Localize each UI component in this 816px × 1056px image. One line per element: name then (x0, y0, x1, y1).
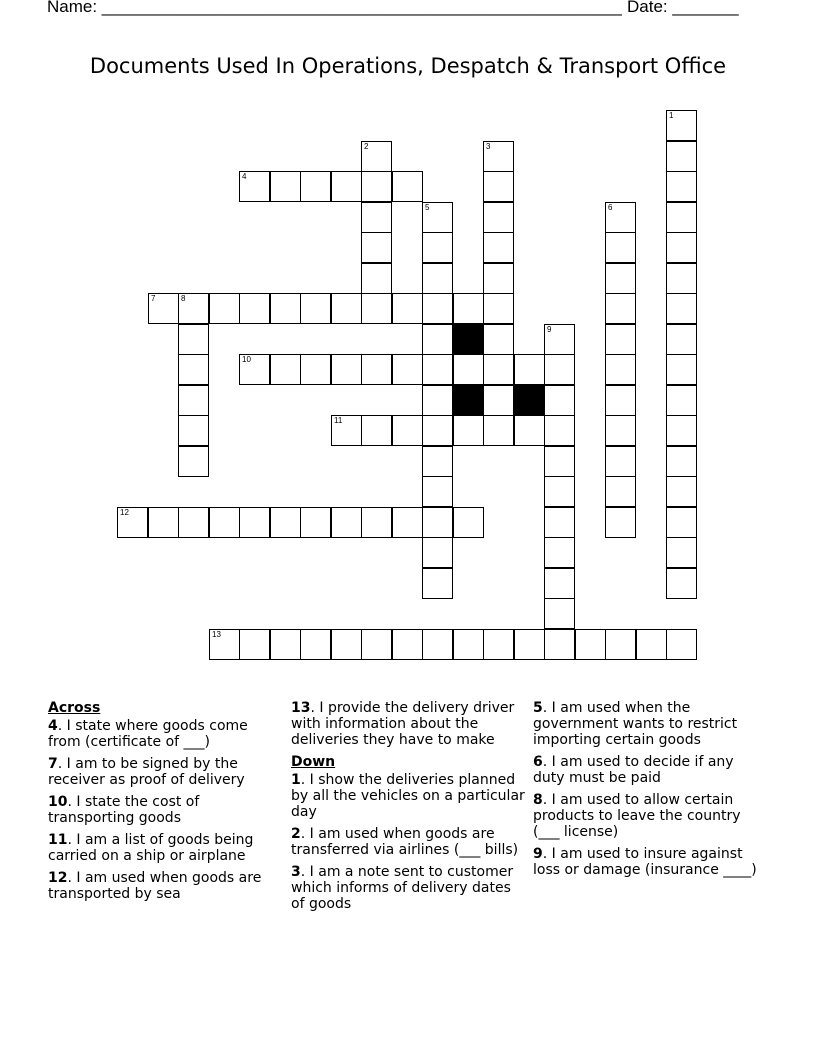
clue-number: 3 (486, 142, 491, 151)
grid-cell[interactable] (483, 324, 514, 355)
clue-num: 12 (48, 870, 68, 886)
clue-num: 4 (48, 718, 58, 734)
down-clue-list (291, 772, 527, 912)
clue-number: 10 (242, 355, 251, 364)
grid-cell[interactable] (605, 293, 636, 324)
grid-cell[interactable] (392, 629, 423, 660)
grid-cell[interactable] (605, 415, 636, 446)
clue-num: 8 (533, 792, 543, 808)
grid-cell[interactable] (544, 354, 575, 385)
clue: 6. I am used to decide if any duty must be paid (533, 754, 734, 786)
grid-cell[interactable] (605, 446, 636, 477)
clue-number: 6 (608, 203, 613, 212)
clue-text: I am used to decide if any duty must be paid (533, 754, 734, 786)
grid-cell[interactable] (300, 507, 331, 538)
grid-cell[interactable] (483, 354, 514, 385)
clue-num: 11 (48, 832, 68, 848)
grid-cell[interactable] (666, 385, 697, 416)
grid-cell[interactable] (544, 476, 575, 507)
clue-text: I am used to allow certain products to leave the country (___ license) (533, 792, 741, 840)
grid-cell[interactable] (544, 385, 575, 416)
clue-text: I state the cost of transporting goods (48, 794, 200, 826)
down-heading: Down (291, 754, 336, 770)
grid-cell[interactable] (544, 629, 575, 660)
grid-cell[interactable] (361, 232, 392, 263)
grid-cell[interactable] (666, 324, 697, 355)
clue: 13. I provide the delivery driver with information about the deliveries they have to make (291, 700, 515, 748)
clue-number: 1 (669, 111, 674, 120)
grid-cell[interactable] (148, 293, 179, 324)
grid-cell[interactable] (514, 354, 545, 385)
clue-num: 6 (533, 754, 543, 770)
grid-cell[interactable] (361, 293, 392, 324)
clue: 1. I show the deliveries planned by all the vehicles on a particular day (291, 772, 525, 820)
grid-cell[interactable] (422, 202, 453, 233)
grid-cell[interactable] (453, 293, 484, 324)
grid-block (453, 324, 484, 355)
grid-cell[interactable] (270, 293, 301, 324)
grid-cell[interactable] (361, 354, 392, 385)
grid-cell[interactable] (483, 629, 514, 660)
grid-cell[interactable] (544, 598, 575, 629)
grid-cell[interactable] (300, 629, 331, 660)
grid-cell[interactable] (239, 629, 270, 660)
grid-cell[interactable] (361, 629, 392, 660)
grid-cell[interactable] (666, 354, 697, 385)
grid-cell[interactable] (270, 507, 301, 538)
grid-cell[interactable] (239, 293, 270, 324)
clue: 3. I am a note sent to customer which informs of delivery dates of goods (291, 864, 514, 912)
clue-num: 3 (291, 864, 301, 880)
grid-cell[interactable] (422, 537, 453, 568)
grid-cell[interactable] (666, 141, 697, 172)
grid-cell[interactable] (605, 324, 636, 355)
grid-cell[interactable] (666, 263, 697, 294)
clue-text: I am used to insure against loss or damage (insurance ____) (533, 846, 757, 878)
clue-number: 12 (120, 508, 129, 517)
grid-cell[interactable] (483, 171, 514, 202)
clue: 12. I am used when goods are transported by sea (48, 870, 262, 902)
clue: 4. I state where goods come from (certificate of ___) (48, 718, 248, 750)
grid-cell[interactable] (361, 202, 392, 233)
grid-cell[interactable] (636, 629, 667, 660)
grid-cell[interactable] (361, 507, 392, 538)
grid-cell[interactable] (209, 293, 240, 324)
grid-cell[interactable] (666, 537, 697, 568)
grid-cell[interactable] (300, 171, 331, 202)
grid-cell[interactable] (666, 446, 697, 477)
grid-cell[interactable] (483, 263, 514, 294)
grid-cell[interactable] (605, 385, 636, 416)
grid-cell[interactable] (361, 171, 392, 202)
grid-cell[interactable] (666, 568, 697, 599)
clues-column-2 (291, 700, 527, 918)
grid-cell[interactable] (117, 507, 148, 538)
grid-cell[interactable] (239, 354, 270, 385)
date-field[interactable]: Date: _______ (627, 0, 739, 16)
grid-cell[interactable] (666, 629, 697, 660)
grid-cell[interactable] (666, 476, 697, 507)
grid-cell[interactable] (544, 568, 575, 599)
grid-cell[interactable] (270, 171, 301, 202)
grid-cell[interactable] (209, 629, 240, 660)
clue-number: 7 (151, 294, 156, 303)
grid-cell[interactable] (422, 507, 453, 538)
grid-cell[interactable] (422, 629, 453, 660)
clue-num: 7 (48, 756, 58, 772)
clue-text: I provide the delivery driver with information about the deliveries they have to make (291, 700, 515, 748)
grid-cell[interactable] (422, 415, 453, 446)
grid-cell[interactable] (666, 110, 697, 141)
grid-cell[interactable] (239, 171, 270, 202)
clue: 11. I am a list of goods being carried on a ship or airplane (48, 832, 254, 864)
grid-cell[interactable] (361, 415, 392, 446)
grid-cell[interactable] (331, 507, 362, 538)
grid-cell[interactable] (178, 446, 209, 477)
grid-cell[interactable] (483, 293, 514, 324)
clues-column-3 (533, 700, 761, 884)
grid-block (453, 385, 484, 416)
grid-cell[interactable] (605, 232, 636, 263)
grid-cell[interactable] (392, 415, 423, 446)
grid-cell[interactable] (422, 263, 453, 294)
clue-number: 5 (425, 203, 430, 212)
clue-number: 9 (547, 325, 552, 334)
grid-cell[interactable] (331, 293, 362, 324)
grid-cell[interactable] (178, 415, 209, 446)
grid-cell[interactable] (544, 507, 575, 538)
clue-number: 8 (181, 294, 186, 303)
clue-num: 2 (291, 826, 301, 842)
grid-cell[interactable] (666, 293, 697, 324)
grid-cell[interactable] (361, 263, 392, 294)
grid-cell[interactable] (178, 354, 209, 385)
grid-cell[interactable] (270, 629, 301, 660)
grid-cell[interactable] (422, 354, 453, 385)
clue-text: I state where goods come from (certificate of ___) (48, 718, 248, 750)
grid-cell[interactable] (392, 354, 423, 385)
grid-cell[interactable] (666, 415, 697, 446)
grid-cell[interactable] (422, 324, 453, 355)
page-title: Documents Used In Operations, Despatch & Transport Office (89, 54, 727, 78)
grid-cell[interactable] (453, 629, 484, 660)
name-field[interactable]: Name: _______________________________________________________ (47, 0, 622, 16)
across-clue-list-cont (291, 700, 527, 748)
grid-cell[interactable] (300, 354, 331, 385)
clue: 2. I am used when goods are transferred via airlines (___ bills) (291, 826, 519, 858)
grid-cell[interactable] (178, 324, 209, 355)
grid-cell[interactable] (544, 415, 575, 446)
grid-cell[interactable] (483, 141, 514, 172)
clue-number: 4 (242, 172, 247, 181)
clue: 7. I am to be signed by the receiver as proof of delivery (48, 756, 245, 788)
clue-num: 13 (291, 700, 311, 716)
clue: 10. I state the cost of transporting goods (48, 794, 200, 826)
grid-cell[interactable] (422, 385, 453, 416)
grid-cell[interactable] (422, 476, 453, 507)
clue: 9. I am used to insure against loss or damage (insurance ____) (533, 846, 757, 878)
grid-cell[interactable] (392, 507, 423, 538)
grid-cell[interactable] (544, 537, 575, 568)
grid-cell[interactable] (331, 629, 362, 660)
grid-cell[interactable] (575, 629, 606, 660)
grid-cell[interactable] (666, 232, 697, 263)
clue: 5. I am used when the government wants to restrict importing certain goods (533, 700, 738, 748)
grid-cell[interactable] (483, 232, 514, 263)
grid-cell[interactable] (239, 507, 270, 538)
grid-cell[interactable] (514, 415, 545, 446)
clue-text: I am used when goods are transported by sea (48, 870, 262, 902)
grid-cell[interactable] (605, 263, 636, 294)
grid-cell[interactable] (453, 507, 484, 538)
grid-cell[interactable] (605, 354, 636, 385)
grid-block (514, 385, 545, 416)
grid-cell[interactable] (483, 415, 514, 446)
clue-text: I am to be signed by the receiver as proof of delivery (48, 756, 245, 788)
down-clue-list-cont (533, 700, 761, 878)
clue-text: I am used when goods are transferred via airlines (___ bills) (291, 826, 519, 858)
grid-cell[interactable] (148, 507, 179, 538)
grid-cell[interactable] (331, 354, 362, 385)
grid-cell[interactable] (605, 507, 636, 538)
grid-cell[interactable] (422, 446, 453, 477)
grid-cell[interactable] (178, 385, 209, 416)
grid-cell[interactable] (544, 446, 575, 477)
grid-cell[interactable] (544, 324, 575, 355)
clue-num: 10 (48, 794, 68, 810)
grid-cell[interactable] (666, 507, 697, 538)
across-clue-list (48, 718, 276, 902)
grid-cell[interactable] (178, 293, 209, 324)
grid-cell[interactable] (453, 415, 484, 446)
grid-cell[interactable] (453, 354, 484, 385)
grid-cell[interactable] (270, 354, 301, 385)
grid-cell[interactable] (209, 507, 240, 538)
grid-cell[interactable] (483, 385, 514, 416)
grid-cell[interactable] (361, 141, 392, 172)
grid-cell[interactable] (666, 171, 697, 202)
clue-number: 2 (364, 142, 369, 151)
grid-cell[interactable] (514, 629, 545, 660)
across-heading: Across (48, 700, 101, 716)
grid-cell[interactable] (300, 293, 331, 324)
clue-text: I show the deliveries planned by all the vehicles on a particular day (291, 772, 525, 820)
grid-cell[interactable] (392, 171, 423, 202)
clue-text: I am used when the government wants to restrict importing certain goods (533, 700, 738, 748)
grid-cell[interactable] (483, 202, 514, 233)
grid-cell[interactable] (331, 415, 362, 446)
clue-number: 11 (334, 416, 343, 425)
grid-cell[interactable] (422, 568, 453, 599)
grid-cell[interactable] (605, 202, 636, 233)
clue-number: 13 (212, 630, 221, 639)
clues-column-1 (48, 700, 276, 908)
grid-cell[interactable] (178, 507, 209, 538)
clue-text: I am a list of goods being carried on a ship or airplane (48, 832, 254, 864)
grid-cell[interactable] (331, 171, 362, 202)
grid-cell[interactable] (605, 629, 636, 660)
clue-num: 1 (291, 772, 301, 788)
grid-cell[interactable] (605, 476, 636, 507)
grid-cell[interactable] (422, 293, 453, 324)
clue-num: 5 (533, 700, 543, 716)
grid-cell[interactable] (422, 232, 453, 263)
grid-cell[interactable] (392, 293, 423, 324)
grid-cell[interactable] (666, 202, 697, 233)
clue: 8. I am used to allow certain products to leave the country (___ license) (533, 792, 741, 840)
clue-num: 9 (533, 846, 543, 862)
clue-text: I am a note sent to customer which informs of delivery dates of goods (291, 864, 514, 912)
